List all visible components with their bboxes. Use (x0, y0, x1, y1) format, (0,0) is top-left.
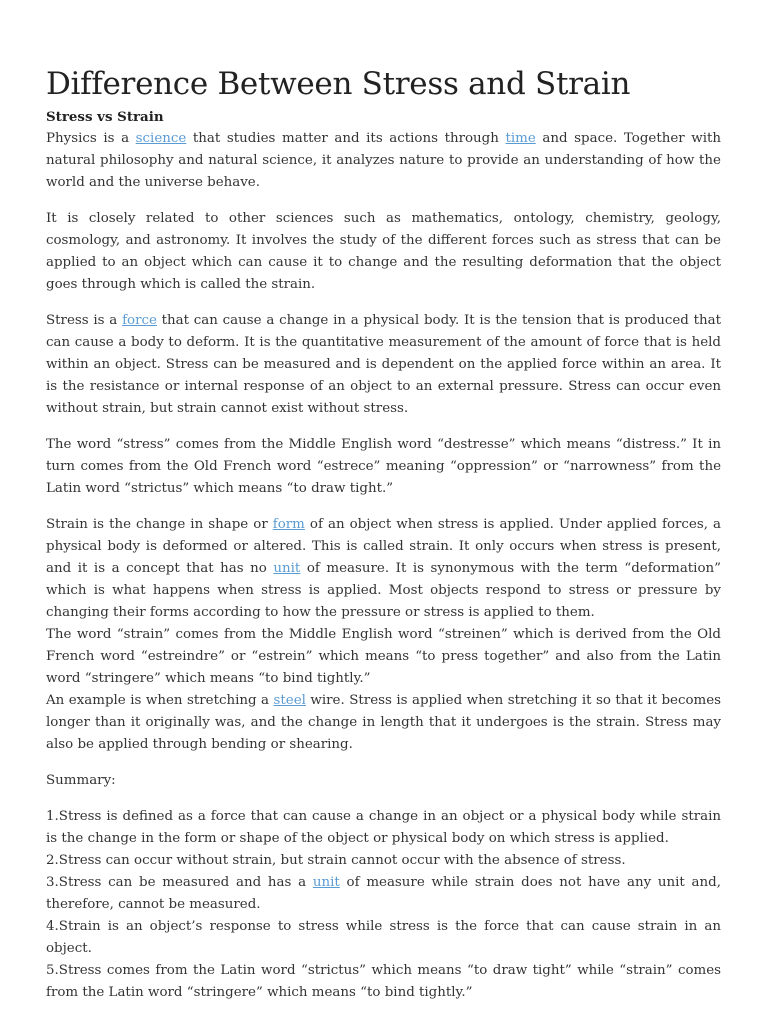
paragraph-strain-definition (46, 514, 721, 624)
text-span: of measure. It is synonymous with the term “deformation” which is what happens when stress is applied. Most objects respond to stress or pressure by changing their forms according to how the pressure or stress is applied to them. (46, 561, 721, 620)
text-span: of an object when stress is applied. Under applied forces, a physical body is deformed or altered. This is called strain. It only occurs when stress is present, and it is a concept that has no (46, 517, 721, 576)
text-span: wire. Stress is applied when stretching it so that it becomes longer than it originally was, and the change in length that it undergoes is the strain. Stress may also be applied through bending or shearing. (46, 693, 722, 752)
paragraph-intro (46, 128, 721, 194)
summary-heading: Summary: (46, 773, 116, 788)
text-span: that can cause a change in a physical body. It is the tension that is produced that can cause a body to deform. It is the quantitative measurement of the amount of force that is held within an object. Stress can be measured and is dependent on the applied force within an area. It is the resistance or internal response of an object to an external pressure. Stress can occur even without strain, but strain cannot exist without stress. (46, 313, 721, 416)
summary-item-3 (46, 872, 721, 916)
paragraph-related-sciences: It is closely related to other sciences such as mathematics, ontology, chemistry, geology, cosmology, and astronomy. It involves the study of the different forces such as stress that can be applied to an object which can cause it to change and the resulting deformation that the object goes through which is called the strain. (46, 211, 721, 292)
text-span: Stress is a (46, 313, 123, 328)
summary-item-4: 4.Strain is an object’s response to stress while stress is the force that can cause strain in an object. (46, 919, 721, 956)
text-span: and space. Together with natural philosophy and natural science, it analyzes nature to provide an understanding of how the world and the universe behave. (46, 131, 721, 190)
text-span: Physics is a (46, 131, 136, 146)
link-steel[interactable]: steel (273, 693, 306, 708)
article-subtitle: Stress vs Strain (46, 109, 164, 125)
link-unit-summary[interactable]: unit (312, 875, 340, 890)
paragraph-stress-definition (46, 310, 721, 420)
link-form[interactable]: form (272, 517, 305, 532)
link-force[interactable]: force (122, 313, 157, 328)
article-title: Difference Between Stress and Strain (46, 66, 631, 102)
link-science[interactable]: science (135, 131, 187, 146)
link-time[interactable]: time (505, 131, 536, 146)
paragraph-strain-etymology: The word “strain” comes from the Middle English word “streinen” which is derived from the Old French word “estreindre” or “estrein” which means “to press together” and also from the Latin word “stringere” which means “to bind tightly.” (46, 627, 721, 686)
text-span: 3.Stress can be measured and has a (46, 875, 313, 890)
paragraph-stress-etymology: The word “stress” comes from the Middle English word “destresse” which means “distress.” It in turn comes from the Old French word “estrece” meaning “oppression” or “narrowness” from the Latin word “strictus” which means “to draw tight.” (46, 437, 721, 496)
text-span: Strain is the change in shape or (46, 517, 273, 532)
link-unit[interactable]: unit (273, 561, 301, 576)
paragraph-example (46, 690, 721, 756)
text-span: An example is when stretching a (46, 693, 274, 708)
summary-list (46, 806, 721, 1004)
article (46, 62, 721, 1004)
text-span: of measure while strain does not have any unit and, therefore, cannot be measured. (46, 875, 721, 912)
summary-item-5: 5.Stress comes from the Latin word “strictus” which means “to draw tight” while “strain” comes from the Latin word “stringere” which means “to bind tightly.” (46, 963, 721, 1000)
summary-item-2: 2.Stress can occur without strain, but strain cannot occur with the absence of stress. (46, 853, 626, 868)
summary-item-1: 1.Stress is defined as a force that can cause a change in an object or a physical body while strain is the change in the form or shape of the object or physical body on which stress is applied. (46, 809, 721, 846)
text-span: that studies matter and its actions through (186, 131, 506, 146)
